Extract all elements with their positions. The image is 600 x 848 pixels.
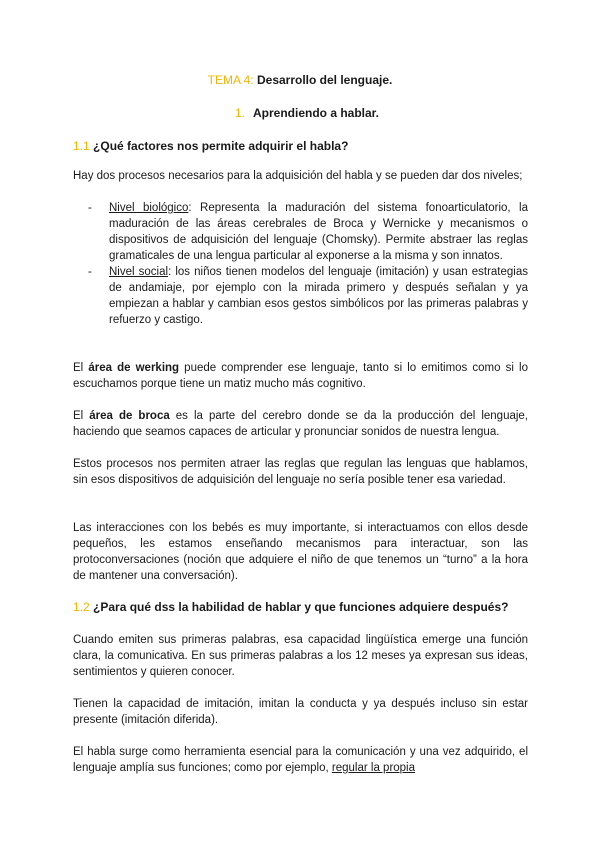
heading-1-1-text: ¿Qué factores nos permite adquirir el habla?	[93, 139, 349, 153]
imitacion-paragraph: Tienen la capacidad de imitación, imitan la conducta y ya después incluso sin estar presente (imitación diferida).	[73, 698, 528, 726]
heading-1-2-text: ¿Para qué dss la habilidad de hablar y que funciones adquiere después?	[93, 600, 509, 614]
list-item	[88, 200, 528, 264]
list-item-text: : Representa la maduración del sistema fonoarticulatorio, la maduración de las áreas cerebrales de Broca y Wernicke y mecanismos o dispositivos de adquisición del lenguaje (Chomsky). Permite abstraer las reglas gramaticales de una lengua particular al exponerse a la misma y son innatos.	[109, 202, 528, 262]
palabras-paragraph: Cuando emiten sus primeras palabras, esa capacidad lingüística emerge una función clara, la comunicativa. En sus primeras palabras a los 12 meses ya expresan sus ideas, sentimientos y quieren conocer.	[73, 634, 528, 678]
title-text: Desarrollo del lenguaje.	[256, 73, 393, 87]
habla-underlined: regular la propia	[331, 762, 416, 774]
heading-1-2-number: 1.2	[73, 600, 90, 614]
habla-paragraph	[73, 744, 528, 776]
section-title	[0, 106, 600, 120]
werking-paragraph	[73, 360, 528, 392]
broca-term: área de broca	[89, 410, 170, 422]
heading-1-1-number: 1.1	[73, 139, 90, 153]
werking-pre: El	[73, 362, 89, 374]
habla-text: El habla surge como herramienta esencial para la comunicación y una vez adquirido, el lenguaje amplía sus funciones; como por ejemplo,	[73, 746, 528, 774]
broca-post: es la parte del cerebro donde se da la producción del lenguaje, haciendo que seamos capaces de articular y pronunciar sonidos de nuestra lengua.	[73, 410, 529, 438]
interacciones-paragraph: Las interacciones con los bebés es muy importante, si interactuamos con ellos desde pequeños, les estamos enseñando mecanismos para interactuar, son las protoconversaciones (noción que adquiere el niño de que tenemos un “turno” a la hora de mantener una conversación).	[73, 522, 528, 582]
intro-paragraph: Hay dos procesos necesarios para la adquisición del habla y se pueden dar dos niveles;	[73, 170, 523, 182]
list-dash: -	[88, 202, 92, 214]
section-title-text: Aprendiendo a hablar.	[252, 106, 380, 120]
list-item-term: Nivel biológico	[109, 202, 189, 214]
document-title	[0, 73, 600, 87]
title-label: TEMA 4:	[207, 73, 254, 87]
section-number: 1.	[234, 106, 245, 120]
procesos-paragraph: Estos procesos nos permiten atraer las reglas que regulan las lenguas que hablamos, sin esos dispositivos de adquisición del lenguaje no sería posible tener esa variedad.	[73, 458, 528, 486]
list-dash: -	[88, 266, 92, 278]
broca-pre: El	[73, 410, 90, 422]
broca-paragraph	[73, 408, 528, 440]
levels-list	[88, 200, 528, 328]
heading-1-1	[73, 139, 348, 153]
werking-post: puede comprender ese lenguaje, tanto si lo emitimos como si lo escuchamos porque tiene un matiz mucho más cognitivo.	[73, 362, 528, 390]
list-item-term: Nivel social	[109, 266, 169, 278]
list-item	[88, 264, 528, 328]
list-item-text: : los niños tienen modelos del lenguaje (imitación) y usan estrategias de andamiaje, por ejemplo con la mirada primero y después señalan y ya empiezan a hablar y cambian esos gestos simbólicos por las primeras palabras y refuerzo y castigo.	[109, 266, 528, 326]
heading-1-2	[73, 600, 508, 614]
werking-term: área de werking	[88, 362, 180, 374]
